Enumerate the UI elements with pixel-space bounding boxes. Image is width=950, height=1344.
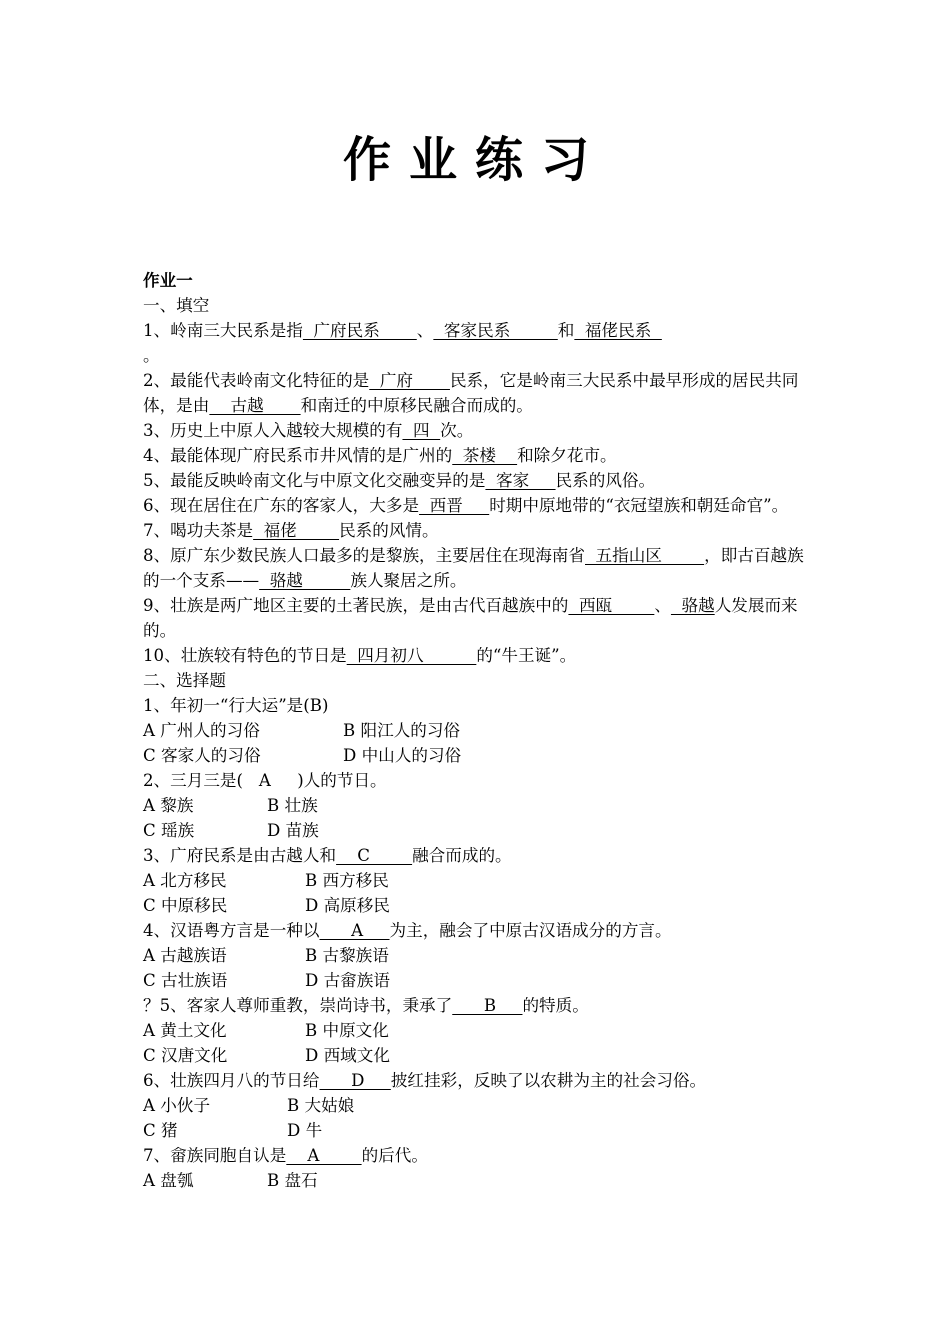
question-text: )人的节日。 bbox=[297, 771, 387, 790]
part-heading-fill-blank: 一、填空 bbox=[143, 296, 210, 315]
answer-blank: 骆越 bbox=[259, 571, 351, 590]
question-text: 4、汉语粤方言是一种以 bbox=[143, 921, 320, 940]
question-text: 4、最能体现广府民系市井风情的是广州的 bbox=[143, 446, 453, 465]
fill-question-2 bbox=[143, 368, 811, 418]
question-text: 时期中原地带的“衣冠望族和朝廷命官”。 bbox=[489, 496, 789, 515]
choice-options-row bbox=[143, 943, 811, 968]
question-text: 3、历史上中原人入越较大规模的有 bbox=[143, 421, 403, 440]
choice-option: C 瑶族 bbox=[143, 821, 195, 840]
fill-question-4 bbox=[143, 443, 811, 468]
question-text: 8、原广东少数民族人口最多的是黎族，主要居住在现海南省 bbox=[143, 546, 585, 565]
answer-blank: 古越 bbox=[209, 396, 301, 415]
answer-blank: 西瓯 bbox=[568, 596, 655, 615]
fill-question-9 bbox=[143, 593, 811, 643]
question-text: 民系的风俗。 bbox=[555, 471, 656, 490]
answer-blank: 西晋 bbox=[419, 496, 490, 515]
choice-option: B 盘石 bbox=[267, 1171, 318, 1190]
answer-blank: 四 bbox=[402, 421, 441, 440]
answer-blank: 骆越 bbox=[670, 596, 715, 615]
fill-question-7 bbox=[143, 518, 811, 543]
page-title: 作业练习 bbox=[342, 132, 607, 188]
question-text: ？5、客家人尊师重教，崇尚诗书，秉承了 bbox=[143, 996, 453, 1015]
choice-option: A 古越族语 bbox=[143, 946, 227, 965]
choice-option: C 汉唐文化 bbox=[143, 1046, 228, 1065]
question-text: 人发展而来的。 bbox=[143, 596, 798, 640]
question-text: 2、三月三是( bbox=[143, 771, 243, 790]
answer-blank: A bbox=[319, 921, 390, 940]
answer-blank: D bbox=[319, 1071, 391, 1090]
choice-option: A 小伙子 bbox=[143, 1096, 211, 1115]
choice-options-row bbox=[143, 1118, 811, 1143]
question-text: 、 bbox=[654, 596, 671, 615]
choice-options-row bbox=[143, 718, 811, 743]
fill-question-10 bbox=[143, 643, 811, 668]
answer-blank: 客家 bbox=[485, 471, 556, 490]
choice-option: B 古黎族语 bbox=[305, 946, 389, 965]
choice-option: B 西方移民 bbox=[305, 871, 389, 890]
choice-option: D 中山人的习俗 bbox=[343, 746, 462, 765]
document-body bbox=[143, 268, 811, 1193]
question-text: 10、壮族较有特色的节日是 bbox=[143, 646, 347, 665]
choice-option: A 黎族 bbox=[143, 796, 194, 815]
choice-option: D 西域文化 bbox=[305, 1046, 390, 1065]
answer-blank: 广府 bbox=[369, 371, 450, 390]
choice-option: C 猪 bbox=[143, 1121, 178, 1140]
choice-option: C 客家人的习俗 bbox=[143, 746, 261, 765]
question-text: 7、畲族同胞自认是 bbox=[143, 1146, 287, 1165]
choice-options-row bbox=[143, 1043, 811, 1068]
question-text: 的“牛王诞”。 bbox=[476, 646, 577, 665]
question-text: 的后代。 bbox=[361, 1146, 428, 1165]
choice-option: B 阳江人的习俗 bbox=[343, 721, 461, 740]
fill-question-8 bbox=[143, 543, 811, 593]
choice-option: A 盘瓠 bbox=[143, 1171, 194, 1190]
choice-question-5 bbox=[143, 993, 811, 1018]
question-text: 、 bbox=[416, 321, 434, 340]
question-text: 次。 bbox=[440, 421, 474, 440]
answer-blank: 广府民系 bbox=[302, 321, 417, 340]
fill-question-5 bbox=[143, 468, 811, 493]
answer-blank: B bbox=[452, 996, 523, 1015]
choice-question-7 bbox=[143, 1143, 811, 1168]
question-text: 6、壮族四月八的节日给 bbox=[143, 1071, 320, 1090]
question-text: 5、最能反映岭南文化与中原文化交融变异的是 bbox=[143, 471, 486, 490]
choice-option: B 壮族 bbox=[267, 796, 318, 815]
question-text: 披红挂彩，反映了以农耕为主的社会习俗。 bbox=[390, 1071, 707, 1090]
answer-blank: 客家民系 bbox=[433, 321, 558, 340]
question-text: 族人聚居之所。 bbox=[350, 571, 467, 590]
choice-option: A 黄土文化 bbox=[143, 1021, 227, 1040]
choice-option: D 高原移民 bbox=[305, 896, 390, 915]
choice-options-row bbox=[143, 1018, 811, 1043]
answer-blank: 茶楼 bbox=[452, 446, 518, 465]
choice-options-row bbox=[143, 1093, 811, 1118]
question-text: 民系的风情。 bbox=[339, 521, 439, 540]
answer-blank: A bbox=[286, 1146, 362, 1165]
choice-option: B 中原文化 bbox=[305, 1021, 389, 1040]
choice-options-row bbox=[143, 1168, 811, 1193]
question-text: 9、壮族是两广地区主要的土著民族，是由古代百越族中的 bbox=[143, 596, 569, 615]
fill-question-1 bbox=[143, 318, 811, 368]
choice-option: A 广州人的习俗 bbox=[143, 721, 260, 740]
choice-option: D 牛 bbox=[287, 1121, 323, 1140]
fill-question-6 bbox=[143, 493, 811, 518]
question-text: 7、喝功夫茶是 bbox=[143, 521, 254, 540]
choice-question-3 bbox=[143, 843, 811, 868]
fill-question-3 bbox=[143, 418, 811, 443]
choice-options-row bbox=[143, 893, 811, 918]
answer-blank: 福佬 bbox=[253, 521, 340, 540]
choice-options-row bbox=[143, 968, 811, 993]
choice-options-row bbox=[143, 868, 811, 893]
answer-blank: 四月初八 bbox=[346, 646, 477, 665]
part-heading-choice: 二、选择题 bbox=[143, 671, 226, 690]
question-text: 2、最能代表岭南文化特征的是 bbox=[143, 371, 370, 390]
choice-question-4 bbox=[143, 918, 811, 943]
choice-option: B 大姑娘 bbox=[287, 1096, 355, 1115]
choice-option: D 苗族 bbox=[267, 821, 319, 840]
question-text: 3、广府民系是由古越人和 bbox=[143, 846, 337, 865]
answer-blank: A bbox=[243, 771, 298, 790]
choice-question-1: 1、年初一“行大运”是(B) bbox=[143, 696, 329, 715]
answer-blank: 五指山区 bbox=[585, 546, 705, 565]
question-text: 和南迁的中原移民融合而成的。 bbox=[300, 396, 533, 415]
question-text: 。 bbox=[143, 346, 160, 365]
question-text: 融合而成的。 bbox=[412, 846, 512, 865]
choice-option: A 北方移民 bbox=[143, 871, 227, 890]
answer-blank: C bbox=[336, 846, 413, 865]
question-text: 为主，融会了中原古汉语成分的方言。 bbox=[389, 921, 672, 940]
choice-option: C 中原移民 bbox=[143, 896, 228, 915]
choice-options-row bbox=[143, 818, 811, 843]
choice-options-row bbox=[143, 743, 811, 768]
question-text: ，即古百越族的一个支系—— bbox=[143, 546, 804, 590]
question-text: 6、现在居住在广东的客家人，大多是 bbox=[143, 496, 420, 515]
section-heading: 作业一 bbox=[143, 271, 193, 290]
choice-question-6 bbox=[143, 1068, 811, 1093]
choice-option: C 古壮族语 bbox=[143, 971, 228, 990]
question-text: 和 bbox=[557, 321, 575, 340]
question-text: 1、岭南三大民系是指 bbox=[143, 321, 303, 340]
answer-blank: 福佬民系 bbox=[574, 321, 662, 340]
choice-options-row bbox=[143, 793, 811, 818]
choice-question-2 bbox=[143, 768, 811, 793]
choice-option: D 古畲族语 bbox=[305, 971, 390, 990]
question-text: 民系，它是岭南三大民系中最早形成的居民共同体，是由 bbox=[143, 371, 799, 415]
question-text: 和除夕花市。 bbox=[517, 446, 617, 465]
question-text: 的特质。 bbox=[522, 996, 589, 1015]
